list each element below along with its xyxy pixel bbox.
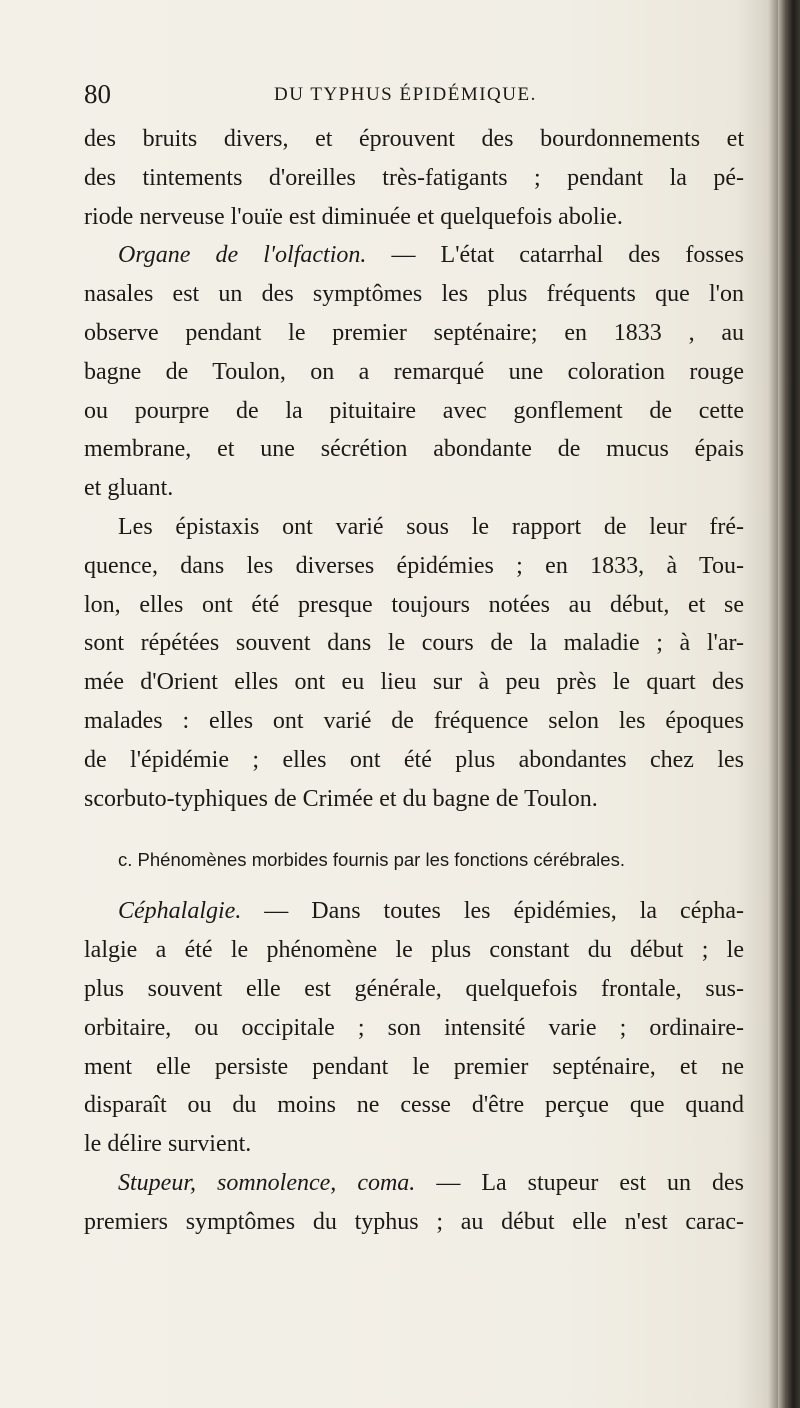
text-line: disparaît ou du moins ne cesse d'être perçue que quand <box>84 1092 744 1119</box>
page-number: 80 <box>84 79 111 109</box>
text-line: bagne de Toulon, on a remarqué une coloration rouge <box>84 358 744 385</box>
text-line: des bruits divers, et éprouvent des bourdonnements et <box>84 126 744 152</box>
text-run: — La stupeur est un des <box>415 1169 744 1196</box>
text-line: et gluant. <box>84 475 174 502</box>
text-line: ou pourpre de la pituitaire avec gonflement de cette <box>84 397 744 424</box>
text-line: lon, elles ont été presque toujours notées au début, et se <box>84 591 744 618</box>
text-line: des tintements d'oreilles très-fatigants ; pendant la pé- <box>84 164 744 191</box>
text-line: malades : elles ont varié de fréquence selon les époques <box>84 707 744 734</box>
text-line: observe pendant le premier septénaire; en 1833 , au <box>84 319 744 346</box>
text-line: membrane, et une sécrétion abondante de mucus épais <box>84 436 744 463</box>
text-line: de l'épidémie ; elles ont été plus abondantes chez les <box>84 746 744 773</box>
section-heading-olfaction: Organe de l'olfaction. <box>118 242 367 269</box>
section-subheading: c. Phénomènes morbides fournis par les fonctions cérébrales. <box>118 849 625 871</box>
running-title: DU TYPHUS ÉPIDÉMIQUE. <box>274 84 537 105</box>
page-header <box>84 76 752 112</box>
text-line: ment elle persiste pendant le premier septénaire, et ne <box>84 1053 744 1080</box>
text-line: lalgie a été le phénomène le plus constant du début ; le <box>84 937 744 964</box>
text-line: premiers symptômes du typhus ; au début elle n'est carac- <box>84 1208 744 1235</box>
section-heading-cephalalgie: Céphalalgie. <box>118 898 242 925</box>
text-line: quence, dans les diverses épidémies ; en 1833, à Tou- <box>84 552 744 579</box>
paragraph-first-line <box>84 236 744 275</box>
paragraph-first-line <box>84 892 744 931</box>
text-line: Les épistaxis ont varié sous le rapport de leur fré- <box>118 513 744 540</box>
text-line: nasales est un des symptômes les plus fréquents que l'on <box>84 281 744 308</box>
body-text <box>84 120 744 1242</box>
text-line: plus souvent elle est générale, quelquefois frontale, sus- <box>84 975 744 1002</box>
text-line: le délire survient. <box>84 1131 252 1158</box>
text-line: sont répétées souvent dans le cours de la maladie ; à l'ar- <box>84 630 744 657</box>
paragraph-first-line <box>84 1164 744 1203</box>
text-line: riode nerveuse l'ouïe est diminuée et quelquefois abolie. <box>84 203 623 230</box>
text-run: — L'état catarrhal des fosses <box>366 242 744 269</box>
text-line: scorbuto-typhiques de Crimée et du bagne de Toulon. <box>84 785 598 812</box>
page-binding-edge <box>778 0 800 1408</box>
text-line: orbitaire, ou occipitale ; son intensité varie ; ordinaire- <box>84 1014 744 1041</box>
text-line: mée d'Orient elles ont eu lieu sur à peu près le quart des <box>84 669 744 696</box>
text-run: — Dans toutes les épidémies, la cépha- <box>241 898 744 925</box>
section-heading-stupeur: Stupeur, somnolence, coma. <box>118 1169 416 1196</box>
